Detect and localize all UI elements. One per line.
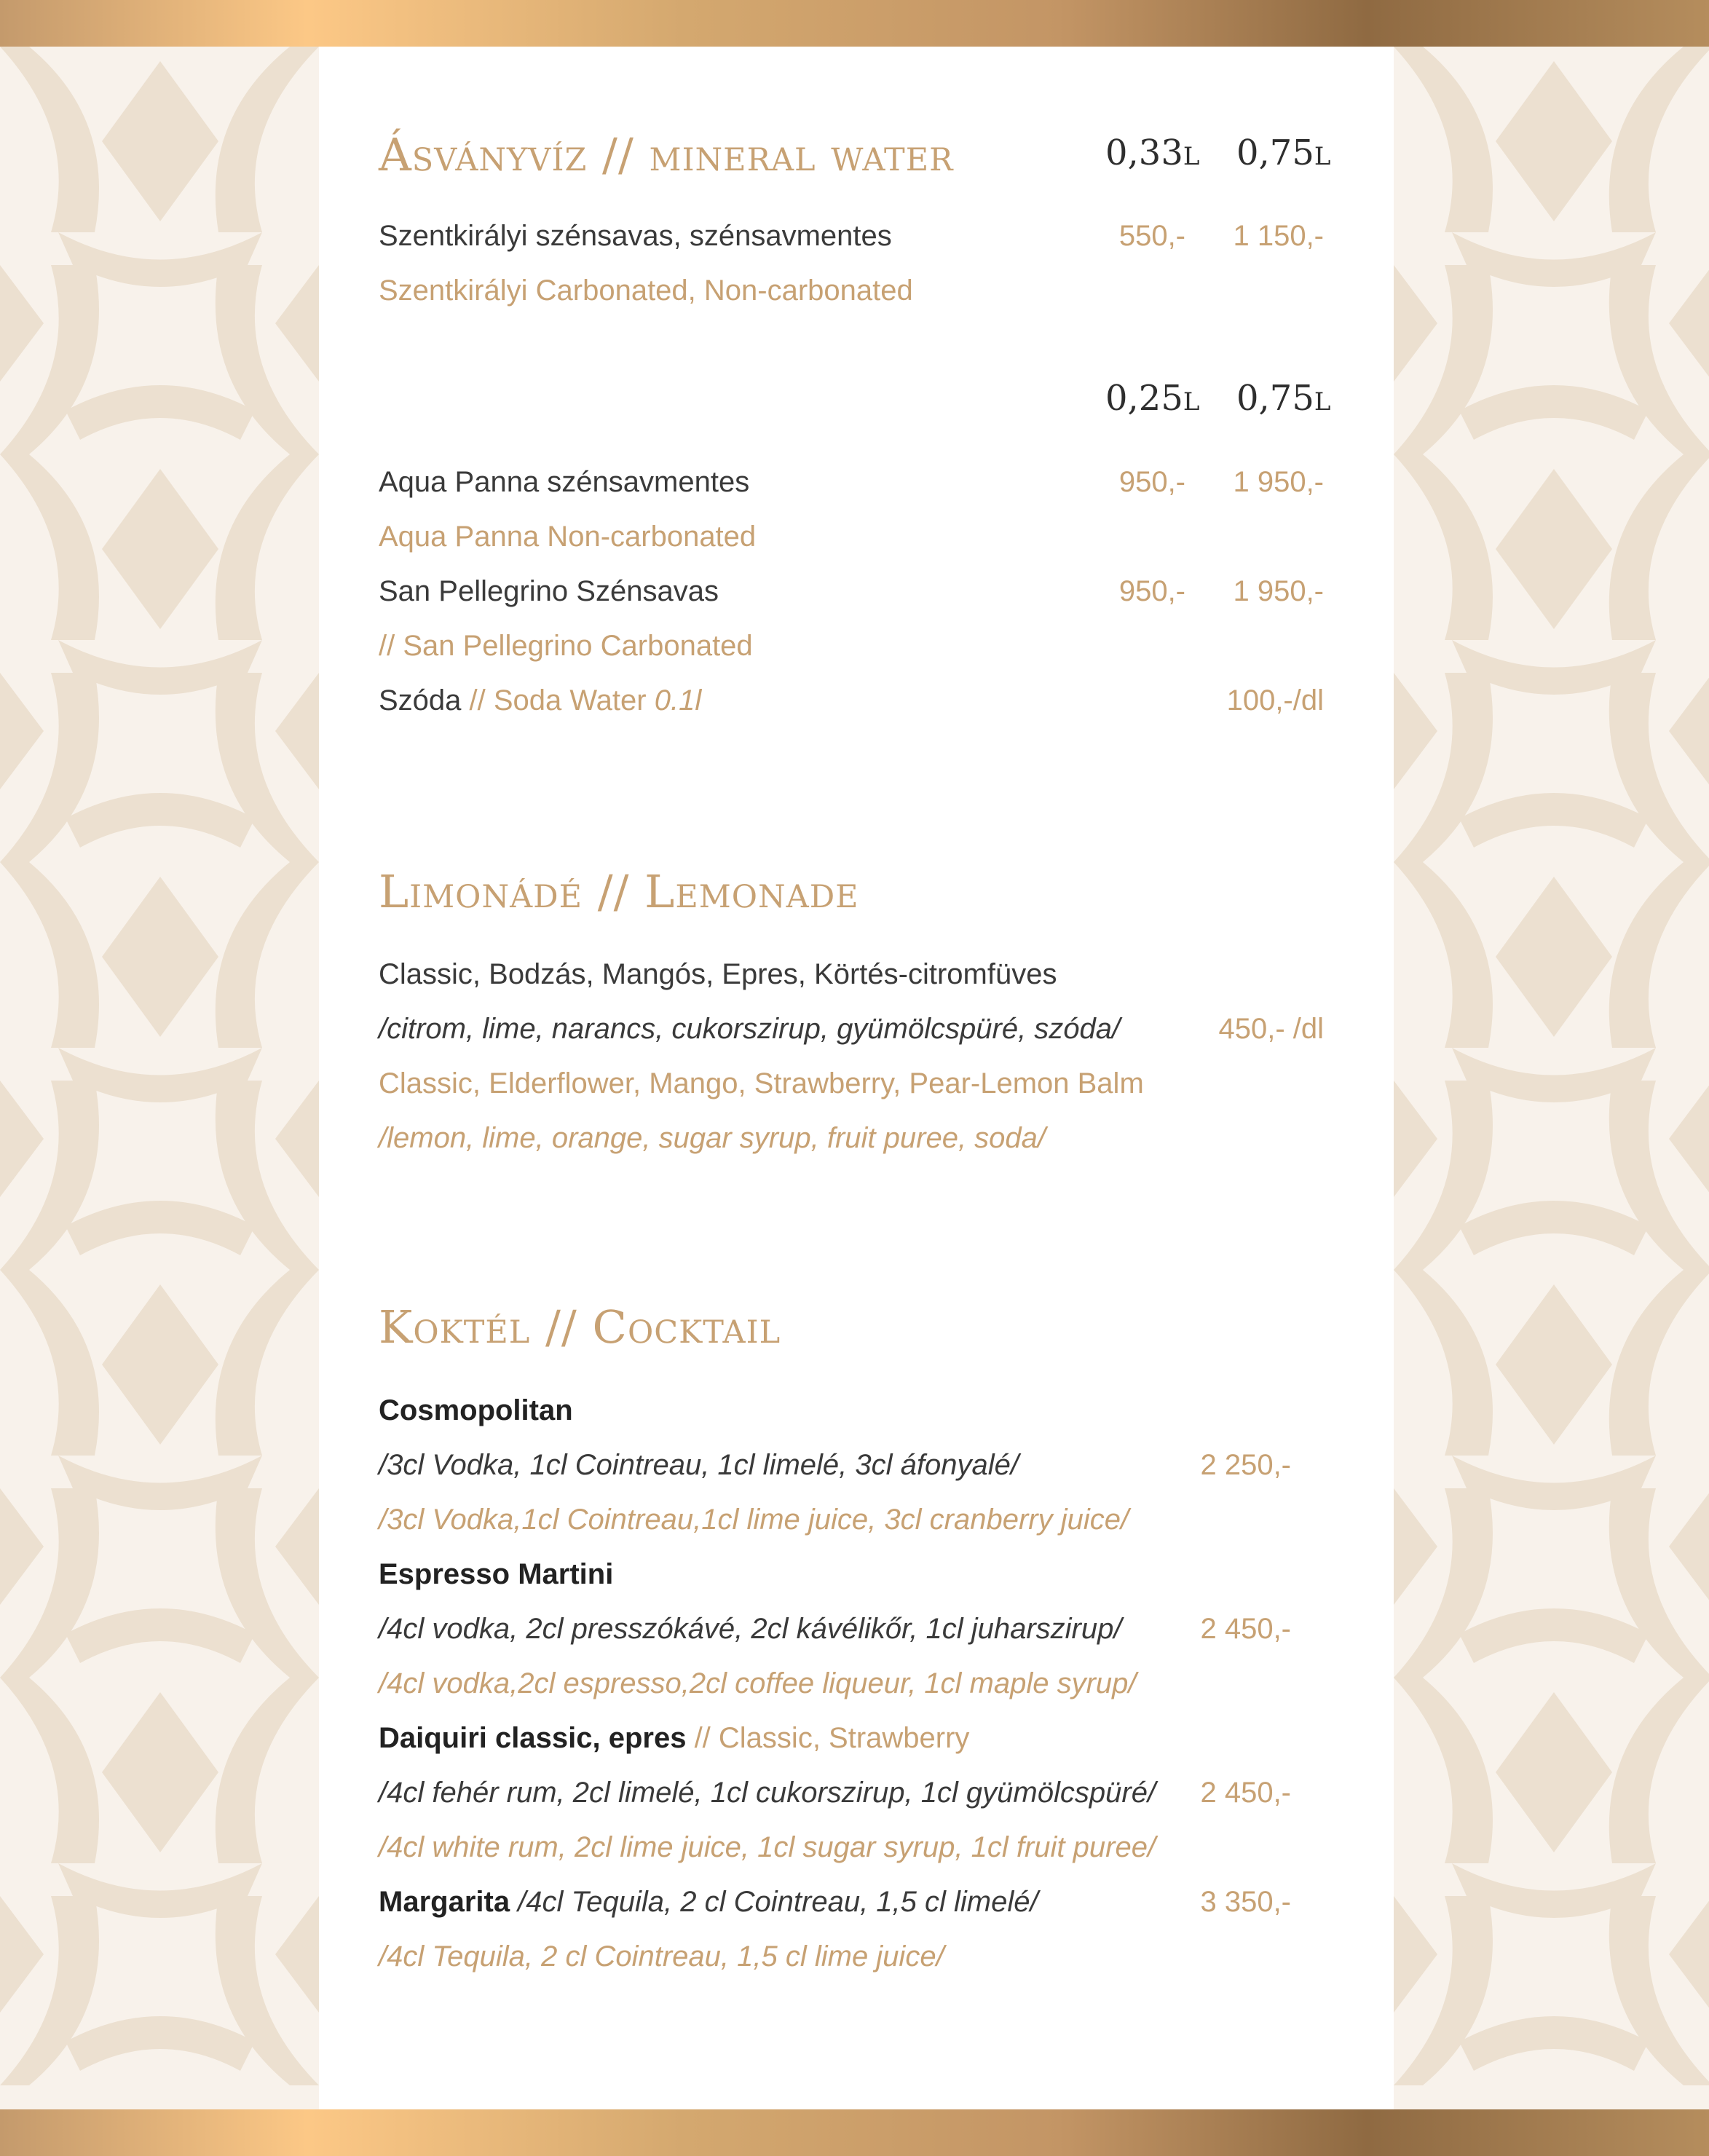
price-szentkiralyi-075: 1 150,- [1233, 220, 1324, 252]
item-aqua-panna-en: Aqua Panna Non-carbonated [379, 521, 757, 553]
lemonade-flavors-en: Classic, Elderflower, Mango, Strawberry, Pear-Lemon Balm [379, 1067, 1144, 1099]
price-aqua-panna-075: 1 950,- [1233, 466, 1324, 498]
item-san-pellegrino-en: // San Pellegrino Carbonated [379, 630, 753, 662]
section-title-lemonade: Limonádé // Lemonade [379, 865, 859, 918]
size-header-075-b: 0,75l [1236, 378, 1331, 419]
item-szentkiralyi-hu: Szentkirályi szénsavas, szénsavmentes [379, 220, 892, 252]
cocktail-espresso-martini-en: /4cl vodka,2cl espresso,2cl coffee liqueur, 1cl maple syrup/ [379, 1667, 1137, 1699]
item-soda [379, 684, 701, 717]
right-ornament-panel [1394, 47, 1709, 2109]
cocktail-daiquiri-name: Daiquiri classic, epres [379, 1722, 687, 1754]
left-ornament-panel [0, 47, 319, 2109]
cocktail-daiquiri-sub: // Classic, Strawberry [686, 1722, 970, 1754]
size-header-025: 0,25l [1105, 378, 1200, 419]
price-daiquiri: 2 450,- [1200, 1777, 1291, 1809]
item-san-pellegrino-hu: San Pellegrino Szénsavas [379, 575, 719, 607]
top-gold-bar [0, 0, 1709, 47]
item-aqua-panna-hu: Aqua Panna szénsavmentes [379, 466, 750, 498]
cocktail-margarita-name: Margarita [379, 1886, 510, 1918]
price-cosmopolitan: 2 250,- [1200, 1449, 1291, 1481]
price-lemonade: 450,- /dl [1218, 1013, 1324, 1045]
lemonade-ingredients-hu: /citrom, lime, narancs, cukorszirup, gyümölcspüré, szóda/ [379, 1013, 1121, 1045]
bottom-gold-bar [0, 2109, 1709, 2156]
section-title-mineral-water: Ásványvíz // mineral water [379, 128, 954, 181]
item-szentkiralyi-en: Szentkirályi Carbonated, Non-carbonated [379, 275, 913, 307]
soda-en: // Soda Water [461, 684, 655, 716]
cocktail-daiquiri-title [379, 1722, 969, 1755]
cocktail-margarita-hu: /4cl Tequila, 2 cl Cointreau, 1,5 cl limelé/ [510, 1886, 1038, 1918]
price-margarita: 3 350,- [1200, 1886, 1291, 1918]
cocktail-cosmopolitan-name: Cosmopolitan [379, 1394, 573, 1426]
lemonade-flavors-hu: Classic, Bodzás, Mangós, Epres, Körtés-citromfüves [379, 958, 1057, 990]
cocktail-daiquiri-hu: /4cl fehér rum, 2cl limelé, 1cl cukorszirup, 1cl gyümölcspüré/ [379, 1777, 1156, 1809]
soda-quantity: 0.1l [654, 684, 702, 716]
soda-hu: Szóda [379, 684, 462, 716]
price-soda: 100,-/dl [1226, 684, 1324, 716]
price-san-pellegrino-075: 1 950,- [1233, 575, 1324, 607]
price-szentkiralyi-033: 550,- [1118, 220, 1185, 252]
price-aqua-panna-025: 950,- [1118, 466, 1185, 498]
price-espresso-martini: 2 450,- [1200, 1613, 1291, 1645]
section-title-cocktail: Koktél // Cocktail [379, 1300, 781, 1354]
price-san-pellegrino-025: 950,- [1118, 575, 1185, 607]
cocktail-margarita-en: /4cl Tequila, 2 cl Cointreau, 1,5 cl lime juice/ [379, 1940, 944, 1973]
cocktail-espresso-martini-name: Espresso Martini [379, 1558, 614, 1590]
menu-page [319, 47, 1394, 2109]
cocktail-espresso-martini-hu: /4cl vodka, 2cl presszókávé, 2cl kávélikőr, 1cl juharszirup/ [379, 1613, 1122, 1645]
lemonade-ingredients-en: /lemon, lime, orange, sugar syrup, fruit puree, soda/ [379, 1122, 1046, 1154]
cocktail-cosmopolitan-hu: /3cl Vodka, 1cl Cointreau, 1cl limelé, 3cl áfonyalé/ [379, 1449, 1019, 1481]
ornament-pattern-right [1394, 47, 1709, 2109]
cocktail-margarita-title [379, 1886, 1038, 1919]
size-header-075: 0,75l [1236, 133, 1331, 173]
ornament-pattern-left [0, 47, 319, 2109]
cocktail-cosmopolitan-en: /3cl Vodka,1cl Cointreau,1cl lime juice, 3cl cranberry juice/ [379, 1504, 1129, 1536]
cocktail-daiquiri-en: /4cl white rum, 2cl lime juice, 1cl sugar syrup, 1cl fruit puree/ [379, 1831, 1156, 1863]
size-header-033: 0,33l [1105, 133, 1200, 173]
